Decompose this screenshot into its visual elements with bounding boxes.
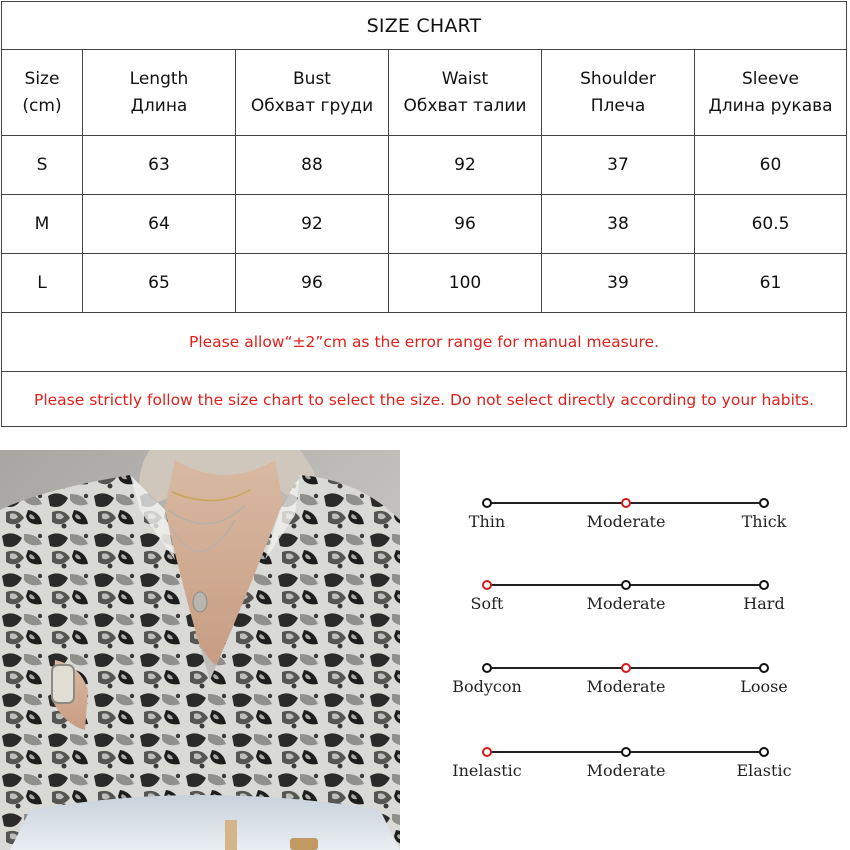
cell-waist: 100 (389, 254, 542, 312)
scale-dot-hard (759, 580, 769, 590)
scale-label-hard: Hard (743, 594, 785, 613)
cell-size: L (2, 254, 83, 312)
scale-label-soft: Soft (470, 594, 504, 613)
cell-bust: 88 (236, 136, 389, 194)
thickness-scale (452, 495, 792, 543)
scale-dot-moderate (621, 580, 631, 590)
header-sleeve (695, 50, 846, 135)
cell-bust: 96 (236, 254, 389, 312)
size-chart-table (1, 1, 847, 427)
header-size-unit: (cm) (22, 95, 62, 116)
scale-label-thin: Thin (468, 512, 506, 531)
size-selection-note: Please strictly follow the size chart to select the size. Do not select directly according to your habits. (33, 391, 815, 409)
header-bust-en: Bust (293, 68, 331, 89)
scale-label-loose: Loose (740, 677, 788, 696)
cell-length: 63 (83, 136, 236, 194)
cell-sleeve: 60 (759, 154, 782, 175)
product-photo (0, 450, 400, 850)
table-row-l (2, 254, 846, 313)
header-shoulder (542, 50, 695, 135)
cell-shoulder: 37 (542, 136, 695, 194)
cell-size: S (2, 136, 83, 194)
header-row (2, 50, 846, 136)
header-length (83, 50, 236, 135)
header-waist-ru: Обхват талии (403, 95, 527, 116)
cell-sleeve: 61 (759, 272, 782, 293)
size-chart-grid (2, 50, 846, 428)
header-length-en: Length (129, 68, 189, 89)
cell-waist: 96 (389, 195, 542, 253)
scale-dot-thin (482, 498, 492, 508)
header-shoulder-en: Shoulder (580, 68, 656, 89)
header-waist (389, 50, 542, 135)
scale-dot-inelastic-selected (482, 747, 492, 757)
table-row-m (2, 195, 846, 254)
cell-size: M (2, 195, 83, 253)
cell-length: 64 (83, 195, 236, 253)
header-bust-ru: Обхват груди (250, 95, 374, 116)
header-size-label: Size (24, 68, 60, 89)
cell-shoulder: 38 (542, 195, 695, 253)
cell-waist: 92 (389, 136, 542, 194)
scale-label-moderate: Moderate (586, 677, 666, 696)
cell-bust: 92 (236, 195, 389, 253)
scale-dot-bodycon (482, 663, 492, 673)
scale-label-moderate: Moderate (586, 594, 666, 613)
scale-dot-thick (759, 498, 769, 508)
table-row-s (2, 136, 846, 195)
scale-dot-loose (759, 663, 769, 673)
header-sleeve-ru: Длина рукава (708, 95, 833, 116)
scale-label-thick: Thick (741, 512, 787, 531)
elasticity-scale (452, 744, 792, 792)
scale-dot-moderate-selected (621, 663, 631, 673)
scale-label-moderate: Moderate (586, 512, 666, 531)
header-shoulder-ru: Плеча (590, 95, 646, 116)
header-sleeve-en: Sleeve (742, 68, 799, 89)
cell-length: 65 (83, 254, 236, 312)
scale-dot-soft-selected (482, 580, 492, 590)
measure-error-note: Please allow“±2”cm as the error range for manual measure. (2, 313, 846, 372)
header-bust (236, 50, 389, 135)
scale-label-bodycon: Bodycon (452, 677, 522, 696)
scale-dot-moderate-selected (621, 498, 631, 508)
softness-scale (452, 577, 792, 625)
scale-dot-moderate (621, 747, 631, 757)
scale-label-moderate: Moderate (586, 761, 666, 780)
scale-label-inelastic: Inelastic (452, 761, 522, 780)
cell-sleeve: 60.5 (751, 213, 790, 234)
scale-label-elastic: Elastic (736, 761, 792, 780)
scale-dot-elastic (759, 747, 769, 757)
fit-scale (452, 660, 792, 708)
header-waist-en: Waist (441, 68, 489, 89)
cell-shoulder: 39 (542, 254, 695, 312)
header-length-ru: Длина (130, 95, 188, 116)
size-chart-title: SIZE CHART (2, 2, 846, 50)
header-size (2, 50, 83, 135)
